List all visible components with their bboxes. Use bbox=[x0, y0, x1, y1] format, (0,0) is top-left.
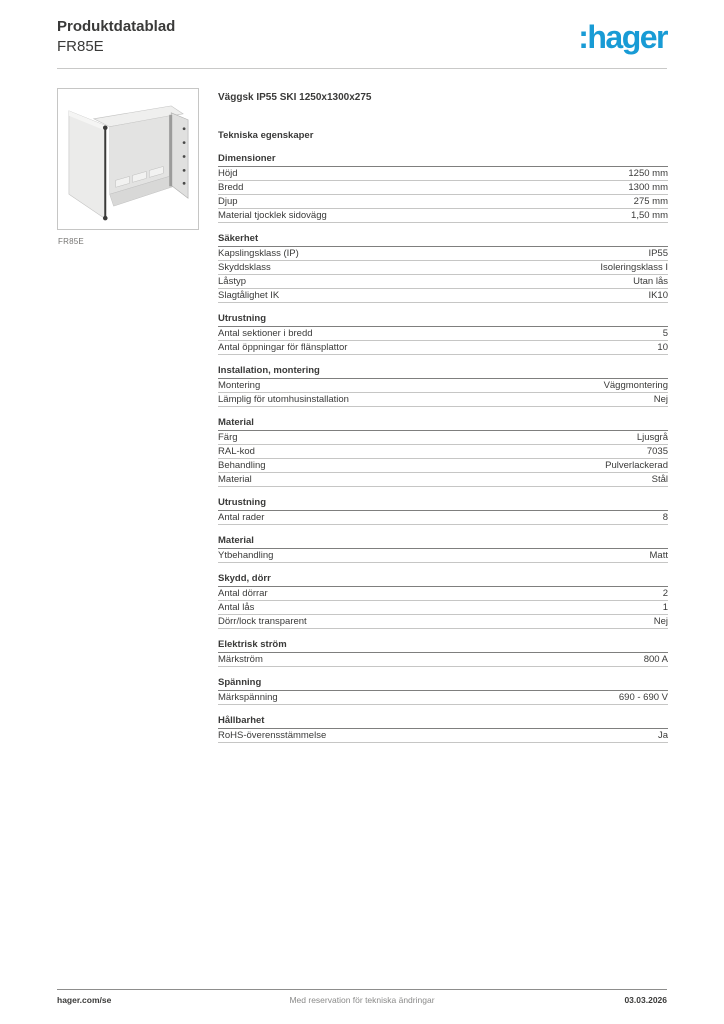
spec-section bbox=[218, 233, 668, 303]
spec-section bbox=[218, 573, 668, 629]
spec-row bbox=[218, 393, 668, 407]
spec-rows bbox=[218, 167, 668, 223]
spec-row bbox=[218, 379, 668, 393]
spec-row bbox=[218, 615, 668, 629]
spec-rows bbox=[218, 729, 668, 743]
spec-label: Höjd bbox=[218, 168, 238, 179]
spec-row bbox=[218, 289, 668, 303]
spec-value: 690 - 690 V bbox=[618, 692, 668, 703]
spec-label: RAL-kod bbox=[218, 446, 255, 457]
spec-row bbox=[218, 195, 668, 209]
spec-label: Låstyp bbox=[218, 276, 246, 287]
spec-value: Stål bbox=[651, 474, 668, 485]
spec-section-title: Material bbox=[218, 417, 668, 431]
spec-label: Behandling bbox=[218, 460, 266, 471]
product-image-caption: FR85E bbox=[58, 237, 84, 246]
spec-row bbox=[218, 511, 668, 525]
spec-row bbox=[218, 445, 668, 459]
spec-value: 8 bbox=[662, 512, 668, 523]
product-image-frame bbox=[57, 88, 199, 230]
spec-value: Utan lås bbox=[633, 276, 668, 287]
spec-rows bbox=[218, 653, 668, 667]
spec-row bbox=[218, 473, 668, 487]
product-code: FR85E bbox=[57, 38, 104, 55]
specs-heading: Tekniska egenskaper bbox=[218, 130, 314, 141]
spec-label: Skyddsklass bbox=[218, 262, 271, 273]
spec-value: Nej bbox=[653, 616, 668, 627]
spec-section bbox=[218, 715, 668, 743]
spec-row bbox=[218, 167, 668, 181]
spec-label: Material bbox=[218, 474, 252, 485]
spec-section-title: Utrustning bbox=[218, 497, 668, 511]
spec-section bbox=[218, 639, 668, 667]
spec-section bbox=[218, 497, 668, 525]
footer-disclaimer: Med reservation för tekniska ändringar bbox=[289, 995, 435, 1005]
spec-section bbox=[218, 417, 668, 487]
spec-label: Märkström bbox=[218, 654, 263, 665]
spec-value: IK10 bbox=[648, 290, 668, 301]
spec-value: 10 bbox=[657, 342, 668, 353]
spec-row bbox=[218, 275, 668, 289]
spec-row bbox=[218, 653, 668, 667]
spec-value: 1 bbox=[662, 602, 668, 613]
spec-label: Dörr/lock transparent bbox=[218, 616, 307, 627]
spec-rows bbox=[218, 327, 668, 355]
spec-section-title: Dimensioner bbox=[218, 153, 668, 167]
spec-section-title: Säkerhet bbox=[218, 233, 668, 247]
spec-value: Pulverlackerad bbox=[605, 460, 668, 471]
spec-value: Väggmontering bbox=[603, 380, 668, 391]
spec-section-title: Spänning bbox=[218, 677, 668, 691]
spec-row bbox=[218, 327, 668, 341]
hager-logo: :hager bbox=[578, 19, 667, 55]
spec-value: Nej bbox=[653, 394, 668, 405]
spec-row bbox=[218, 729, 668, 743]
spec-label: Färg bbox=[218, 432, 238, 443]
spec-value: 800 A bbox=[643, 654, 668, 665]
spec-label: Bredd bbox=[218, 182, 244, 193]
spec-rows bbox=[218, 511, 668, 525]
spec-label: Antal dörrar bbox=[218, 588, 268, 599]
spec-section bbox=[218, 677, 668, 705]
spec-section-title: Material bbox=[218, 535, 668, 549]
spec-label: RoHS-överensstämmelse bbox=[218, 730, 327, 741]
spec-row bbox=[218, 431, 668, 445]
spec-section-title: Utrustning bbox=[218, 313, 668, 327]
document-header bbox=[57, 17, 175, 56]
spec-rows bbox=[218, 431, 668, 487]
footer bbox=[57, 995, 667, 1009]
spec-label: Antal rader bbox=[218, 512, 265, 523]
spec-rows bbox=[218, 549, 668, 563]
spec-label: Montering bbox=[218, 380, 261, 391]
spec-row bbox=[218, 261, 668, 275]
spec-row bbox=[218, 587, 668, 601]
spec-label: Märkspänning bbox=[218, 692, 278, 703]
spec-value: Isoleringsklass I bbox=[600, 262, 668, 273]
spec-value: 7035 bbox=[646, 446, 668, 457]
spec-label: Djup bbox=[218, 196, 238, 207]
spec-value: 1250 mm bbox=[628, 168, 668, 179]
footer-date: 03.03.2026 bbox=[624, 995, 667, 1005]
spec-rows bbox=[218, 587, 668, 629]
spec-rows bbox=[218, 247, 668, 303]
spec-section-title: Skydd, dörr bbox=[218, 573, 668, 587]
spec-value: 2 bbox=[662, 588, 668, 599]
spec-row bbox=[218, 341, 668, 355]
product-title: Väggsk IP55 SKI 1250x1300x275 bbox=[218, 92, 372, 103]
spec-label: Slagtålighet IK bbox=[218, 290, 280, 301]
spec-row bbox=[218, 691, 668, 705]
spec-value: 275 mm bbox=[633, 196, 668, 207]
spec-section-title: Installation, montering bbox=[218, 365, 668, 379]
spec-section-title: Elektrisk ström bbox=[218, 639, 668, 653]
spec-row bbox=[218, 181, 668, 195]
spec-value: 5 bbox=[662, 328, 668, 339]
footer-website: hager.com/se bbox=[57, 995, 112, 1005]
header-divider bbox=[57, 68, 667, 69]
spec-row bbox=[218, 209, 668, 223]
spec-section bbox=[218, 365, 668, 407]
spec-value: IP55 bbox=[648, 248, 668, 259]
spec-section bbox=[218, 153, 668, 223]
spec-label: Antal öppningar för flänsplattor bbox=[218, 342, 348, 353]
document-type-title: Produktdatablad bbox=[57, 18, 176, 35]
spec-section-title: Hållbarhet bbox=[218, 715, 668, 729]
spec-row bbox=[218, 601, 668, 615]
specs-column bbox=[218, 92, 668, 753]
product-photo-wall-enclosure bbox=[58, 89, 198, 229]
spec-row bbox=[218, 459, 668, 473]
spec-label: Material tjocklek sidovägg bbox=[218, 210, 327, 221]
spec-label: Kapslingsklass (IP) bbox=[218, 248, 299, 259]
spec-value: 1300 mm bbox=[628, 182, 668, 193]
spec-value: Ja bbox=[657, 730, 668, 741]
spec-label: Lämplig för utomhusinstallation bbox=[218, 394, 349, 405]
spec-label: Ytbehandling bbox=[218, 550, 274, 561]
spec-value: 1,50 mm bbox=[631, 210, 668, 221]
spec-section bbox=[218, 535, 668, 563]
spec-rows bbox=[218, 691, 668, 705]
spec-value: Matt bbox=[649, 550, 668, 561]
spec-row bbox=[218, 549, 668, 563]
spec-section bbox=[218, 313, 668, 355]
spec-label: Antal sektioner i bredd bbox=[218, 328, 313, 339]
footer-divider bbox=[57, 989, 667, 990]
spec-rows bbox=[218, 379, 668, 407]
spec-label: Antal lås bbox=[218, 602, 255, 613]
spec-sections bbox=[218, 153, 668, 743]
spec-row bbox=[218, 247, 668, 261]
spec-value: Ljusgrå bbox=[636, 432, 668, 443]
